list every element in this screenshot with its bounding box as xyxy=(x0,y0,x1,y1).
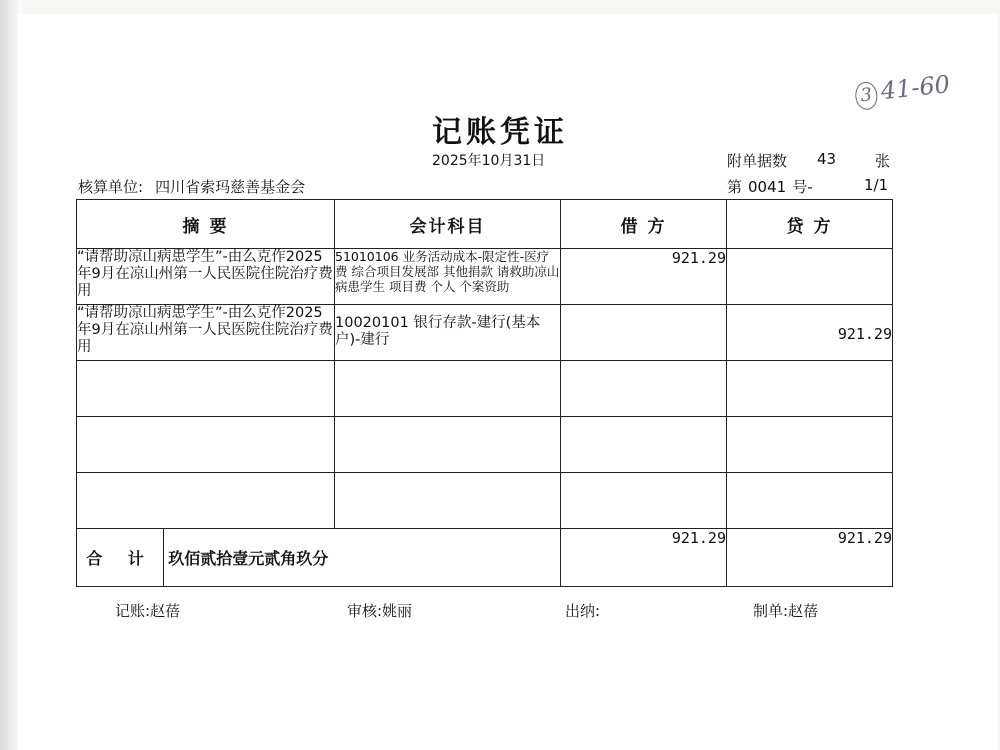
row-account: 10020101 银行存款-建行(基本户)-建行 xyxy=(335,305,561,361)
attachments-unit: 张 xyxy=(875,152,891,170)
total-cell xyxy=(77,529,561,587)
voucher-number xyxy=(727,176,889,197)
attachments-info xyxy=(727,150,891,171)
row-account: 51010106 业务活动成本-限定性-医疗费 综合项目发展部 其他捐款 请救助凉山病患学生 项目费 个人 个案资助 xyxy=(335,249,561,305)
row-debit: 921.29 xyxy=(561,249,727,305)
voucher-title: 记账凭证 xyxy=(432,115,568,150)
voucher-date: 2025年10月31日 xyxy=(432,153,546,169)
unit-label: 核算单位: xyxy=(78,178,144,196)
attachments-count: 43 xyxy=(817,150,837,168)
number-suffix: 号- xyxy=(792,178,813,196)
footer-reviewer: 审核:姚丽 xyxy=(347,602,413,620)
footer-bookkeeper: 记账:赵蓓 xyxy=(115,602,181,620)
footer-cashier: 出纳: xyxy=(565,602,601,620)
row-summary: “请帮助凉山病患学生”-由么克作2025年9月在凉山州第一人民医院住院治疗费用 xyxy=(77,305,335,361)
total-label: 合 计 xyxy=(86,549,154,568)
row-debit xyxy=(561,305,727,361)
accounting-unit xyxy=(78,176,305,197)
total-row xyxy=(77,529,893,587)
header-debit: 借 方 xyxy=(561,200,727,249)
header-credit: 贷 方 xyxy=(727,200,893,249)
handwritten-circled-number: 3 xyxy=(854,81,879,111)
attachments-label: 附单据数 xyxy=(727,152,788,170)
table-row-empty xyxy=(77,361,893,417)
table-row xyxy=(77,249,893,305)
total-amount-words: 玖佰贰拾壹元贰角玖分 xyxy=(168,549,329,568)
row-credit xyxy=(727,249,893,305)
number-value: 0041 xyxy=(748,178,787,196)
table-row xyxy=(77,305,893,361)
header-summary: 摘 要 xyxy=(77,200,335,249)
header-account: 会计科目 xyxy=(335,200,561,249)
handwritten-range: 41-60 xyxy=(879,70,952,106)
table-header-row xyxy=(77,200,893,249)
table-row-empty xyxy=(77,473,893,529)
number-prefix: 第 xyxy=(727,178,743,196)
row-credit: 921.29 xyxy=(727,305,893,361)
row-summary: “请帮助凉山病患学生”-由么克作2025年9月在凉山州第一人民医院住院治疗费用 xyxy=(77,249,335,305)
page-indicator: 1/1 xyxy=(864,176,889,194)
unit-name: 四川省索玛慈善基金会 xyxy=(155,178,306,196)
voucher-table xyxy=(76,199,893,587)
footer-preparer: 制单:赵蓓 xyxy=(753,602,819,620)
total-debit: 921.29 xyxy=(561,529,727,587)
total-credit: 921.29 xyxy=(727,529,893,587)
table-row-empty xyxy=(77,417,893,473)
